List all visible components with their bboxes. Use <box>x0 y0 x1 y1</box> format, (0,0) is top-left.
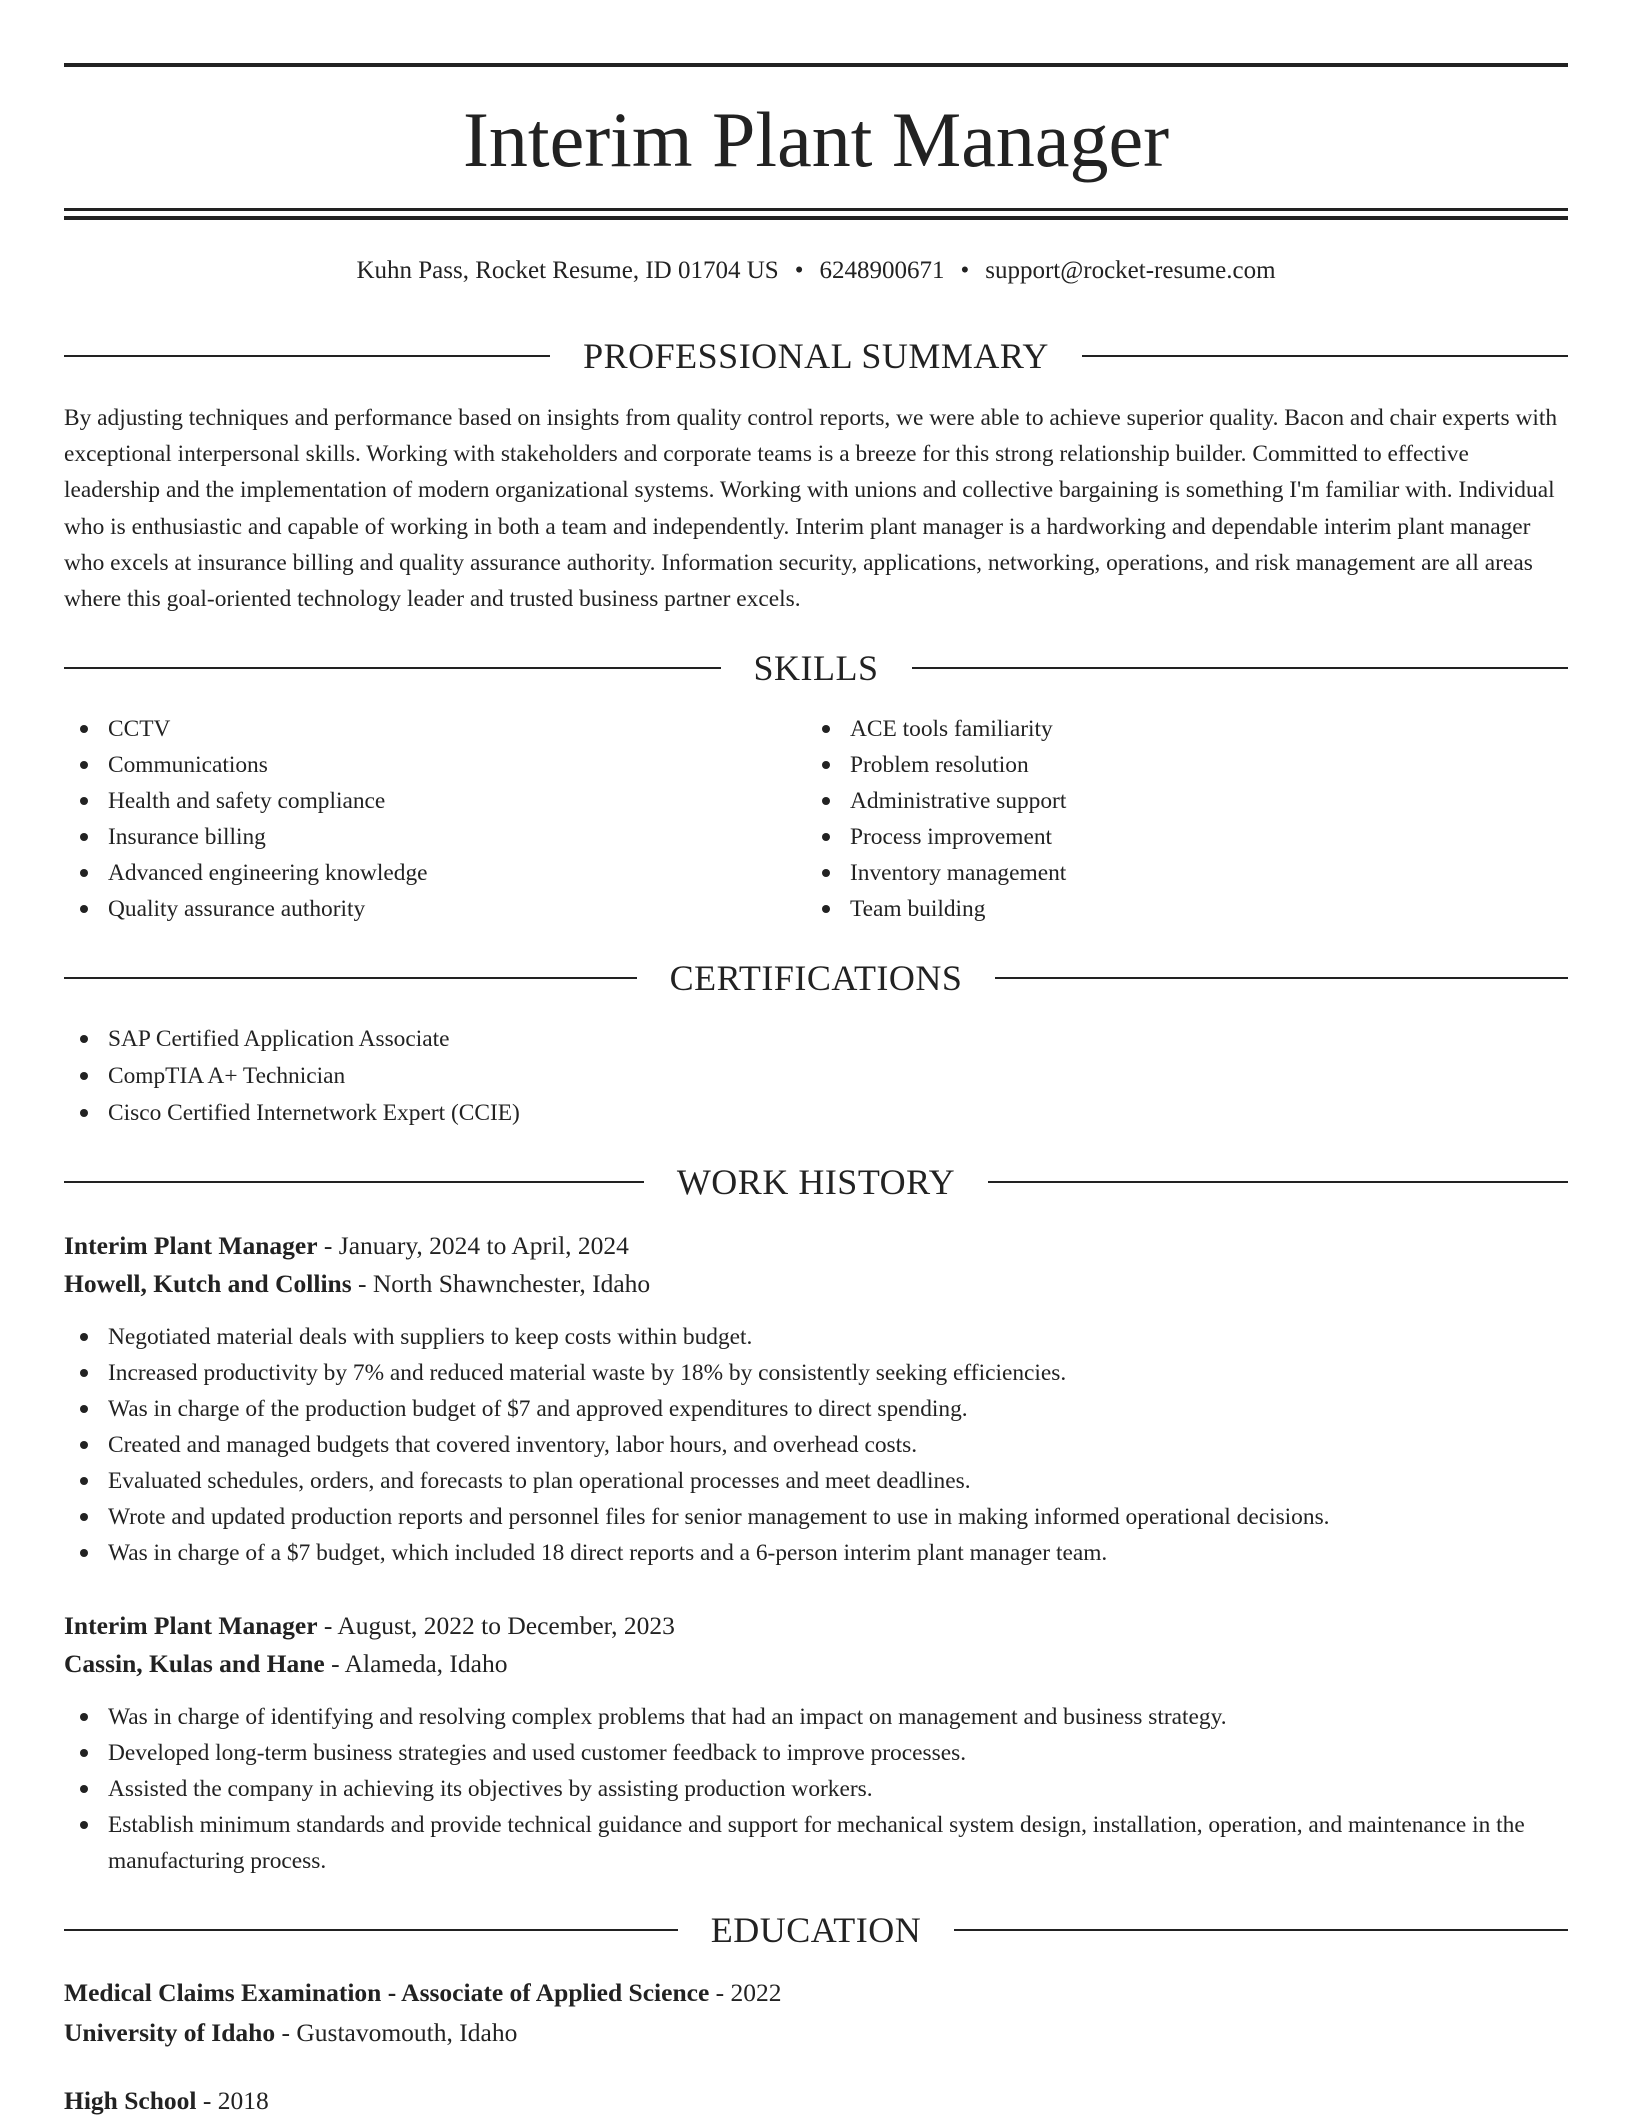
section-title: EDUCATION <box>710 1910 922 1950</box>
section-title: WORK HISTORY <box>676 1162 956 1202</box>
heading-rule <box>912 667 1569 669</box>
heading-rule <box>64 1929 678 1931</box>
section-heading-education <box>64 1908 1568 1952</box>
job-dates: - August, 2022 to December, 2023 <box>317 1611 675 1640</box>
certification-item: Cisco Certified Internetwork Expert (CCIE) <box>64 1095 1568 1132</box>
job-title-line <box>64 1607 1568 1645</box>
heading-rule <box>64 1181 644 1183</box>
job-company: Cassin, Kulas and Hane <box>64 1649 325 1678</box>
skill-item: ACE tools familiarity <box>806 711 1506 747</box>
summary-text: By adjusting techniques and performance based on insights from quality control reports, we were able to achieve superior quality. Bacon and chair experts with exceptional interpersonal skills. Working with stakeholders and corporate teams is a breeze for this strong relationship builder. Committed to effective leadership and the implementation of modern organizational systems. Working with unions and collective bargaining is something I'm familiar with. Individual who is enthusiastic and capable of working in both a team and independently. Interim plant manager is a hardworking and dependable interim plant manager who excels at insurance billing and quality assurance authority. Information security, applications, networking, operations, and risk management are all areas where this goal-oriented technology leader and trusted business partner excels. <box>64 405 1558 613</box>
contact-separator: • <box>960 257 970 284</box>
skill-item: Advanced engineering knowledge <box>64 855 764 891</box>
education-school: University of Idaho <box>64 2018 276 2047</box>
section-heading-summary <box>64 334 1568 378</box>
skills-column-left <box>64 711 764 927</box>
skill-item: Communications <box>64 747 764 783</box>
section-heading-skills <box>64 646 1568 690</box>
job-bullet: Developed long-term business strategies and used customer feedback to improve processes. <box>64 1735 1568 1771</box>
heading-rule <box>64 355 550 357</box>
heading-rule <box>1082 355 1568 357</box>
section-heading-work-history <box>64 1160 1568 1204</box>
job-location: - North Shawnchester, Idaho <box>351 1269 651 1298</box>
section-heading-certifications <box>64 956 1568 1000</box>
resume-title: Interim Plant Manager <box>462 96 1170 183</box>
education-school-line <box>64 2014 1568 2052</box>
skill-item: Team building <box>806 891 1506 927</box>
certification-item: SAP Certified Application Associate <box>64 1021 1568 1058</box>
contact-email[interactable]: support@rocket-resume.com <box>985 257 1276 284</box>
job-location: - Alameda, Idaho <box>324 1649 508 1678</box>
job-bullet: Evaluated schedules, orders, and forecasts to plan operational processes and meet deadlines. <box>64 1463 1568 1499</box>
education-year: - 2022 <box>709 1978 782 2007</box>
skill-item: Administrative support <box>806 783 1506 819</box>
section-title: SKILLS <box>753 648 879 688</box>
job-bullets <box>64 1699 1568 1879</box>
job-title: Interim Plant Manager <box>64 1611 318 1640</box>
job-bullet: Increased productivity by 7% and reduced material waste by 18% by consistently seeking efficiencies. <box>64 1355 1568 1391</box>
skills-column-right <box>806 711 1506 927</box>
education-degree: High School <box>64 2086 197 2115</box>
heading-rule <box>995 977 1568 979</box>
section-title: CERTIFICATIONS <box>669 958 963 998</box>
certification-item: CompTIA A+ Technician <box>64 1058 1568 1095</box>
skill-item: Insurance billing <box>64 819 764 855</box>
job-bullets <box>64 1319 1568 1571</box>
contact-separator: • <box>794 257 804 284</box>
education-location: - Gustavomouth, Idaho <box>275 2018 518 2047</box>
skill-item: Problem resolution <box>806 747 1506 783</box>
heading-rule <box>64 977 637 979</box>
job-title-line <box>64 1227 1568 1265</box>
contact-line <box>64 254 1568 288</box>
heading-rule <box>988 1181 1568 1183</box>
skill-item: Process improvement <box>806 819 1506 855</box>
job-bullet: Wrote and updated production reports and personnel files for senior management to use in making informed operational decisions. <box>64 1499 1568 1535</box>
job-company-line <box>64 1265 1568 1303</box>
contact-address: Kuhn Pass, Rocket Resume, ID 01704 US <box>356 257 779 284</box>
job-dates: - January, 2024 to April, 2024 <box>317 1231 629 1260</box>
heading-rule <box>64 667 721 669</box>
skill-item: Inventory management <box>806 855 1506 891</box>
skill-item: CCTV <box>64 711 764 747</box>
job-bullet: Created and managed budgets that covered inventory, labor hours, and overhead costs. <box>64 1427 1568 1463</box>
job-company: Howell, Kutch and Collins <box>64 1269 352 1298</box>
job-bullet: Assisted the company in achieving its objectives by assisting production workers. <box>64 1771 1568 1807</box>
contact-phone: 6248900671 <box>819 257 945 284</box>
job-bullet: Was in charge of a $7 budget, which included 18 direct reports and a 6-person interim plant manager team. <box>64 1535 1568 1571</box>
skill-item: Health and safety compliance <box>64 783 764 819</box>
section-title: PROFESSIONAL SUMMARY <box>583 336 1049 376</box>
title-double-rule <box>64 208 1568 220</box>
heading-rule <box>954 1929 1568 1931</box>
job-bullet: Negotiated material deals with suppliers to keep costs within budget. <box>64 1319 1568 1355</box>
education-year: - 2018 <box>196 2086 269 2115</box>
education-degree-line <box>64 1974 1568 2012</box>
job-bullet: Establish minimum standards and provide technical guidance and support for mechanical system design, installation, operation, and maintenance in the manufacturing process. <box>64 1807 1568 1879</box>
job-bullet: Was in charge of the production budget of $7 and approved expenditures to direct spending. <box>64 1391 1568 1427</box>
skill-item: Quality assurance authority <box>64 891 764 927</box>
top-rule <box>64 63 1568 67</box>
job-title: Interim Plant Manager <box>64 1231 318 1260</box>
job-company-line <box>64 1645 1568 1683</box>
education-degree-line <box>64 2082 1568 2120</box>
job-bullet: Was in charge of identifying and resolving complex problems that had an impact on management and business strategy. <box>64 1699 1568 1735</box>
certifications-list <box>64 1021 1568 1132</box>
education-degree: Medical Claims Examination - Associate of Applied Science <box>64 1978 710 2007</box>
